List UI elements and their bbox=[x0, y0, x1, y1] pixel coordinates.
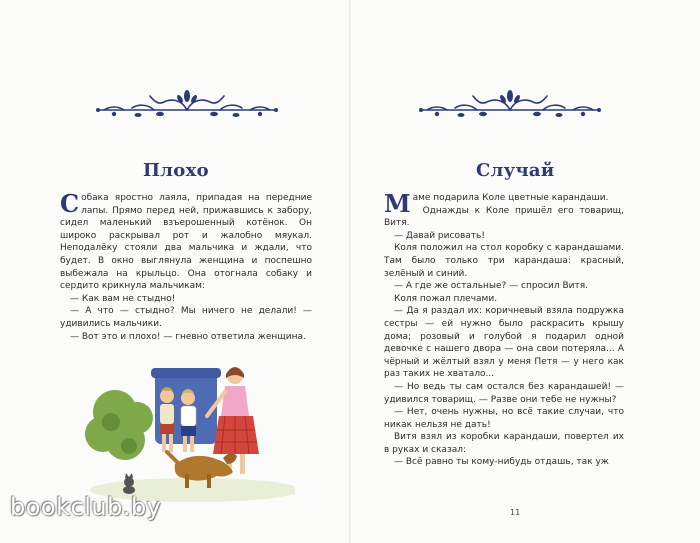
paragraph: Коля пожал плечами. bbox=[394, 293, 498, 304]
paragraph: — Как вам не стыдно! bbox=[70, 293, 176, 304]
paragraph: — Всё равно ты кому-нибудь отдашь, так уж bbox=[394, 457, 609, 468]
story-text-plokho bbox=[60, 189, 312, 343]
watermark: bookclub.by bbox=[10, 493, 162, 521]
paragraph: Однажды к Коле пришёл его товарищ, Витя. bbox=[384, 205, 624, 229]
paragraph-text: аме подарила Коле цветные карандаши. bbox=[412, 193, 609, 203]
paragraph: Коля положил на стол коробку с карандашами. Там было только три карандаша: красный, зелёный и синий. bbox=[384, 243, 624, 279]
paragraph: — Но ведь ты сам остался без карандашей! — удивился товарищ. — Разве они тебе не нужны? bbox=[384, 381, 624, 405]
story-title-sluchai: Случай bbox=[476, 160, 555, 181]
page-number: 11 bbox=[510, 508, 521, 517]
story-text-sluchai bbox=[384, 189, 624, 469]
paragraph: — Нет, очень нужны, но всё такие случаи, что никак нельзя не дать! bbox=[384, 407, 624, 430]
paragraph: — А где же остальные? — спросил Витя. bbox=[394, 281, 589, 292]
paragraph: — Да я раздал их: коричневый взяла подружка сестры — ей нужно было раскрасить крышу дома; розовый и голубой я подарил одной девочке с нашего двора — она свои потеряла... А чёрный и жёлтый взял у меня Петя — у него как раз таких не хватало... bbox=[384, 306, 624, 380]
drop-cap: М bbox=[384, 189, 411, 218]
ornament-left bbox=[94, 86, 280, 122]
illustration-woman-boys-dog-kitten bbox=[85, 352, 295, 502]
drop-cap: С bbox=[60, 189, 80, 218]
paragraph: — Давай рисовать! bbox=[394, 230, 485, 241]
paragraph bbox=[60, 189, 312, 293]
paragraph-text: обака яростно лаяла, припадая на передние лапы. Прямо перед ней, прижавшись к забору, сидел маленький взъерошенный котёнок. Он широко раскрывал рот и жалобно мяукал. Неподалёку стояли два мальчика и ждали, что будет. В окно выглянула женщина и поспешно выбежала на крыльцо. Она отогнала собаку и сердито крикнула мальчикам: bbox=[60, 193, 312, 292]
paragraph: Витя взял из коробки карандаши, повертел их в руках и сказал: bbox=[384, 432, 624, 455]
paragraph: — А что — стыдно? Мы ничего не делали! — удивились мальчики. bbox=[60, 306, 312, 329]
story-title-plokho: Плохо bbox=[143, 160, 209, 181]
paragraph: — Вот это и плохо! — гневно ответила женщина. bbox=[70, 331, 306, 342]
ornament-right bbox=[417, 86, 603, 122]
